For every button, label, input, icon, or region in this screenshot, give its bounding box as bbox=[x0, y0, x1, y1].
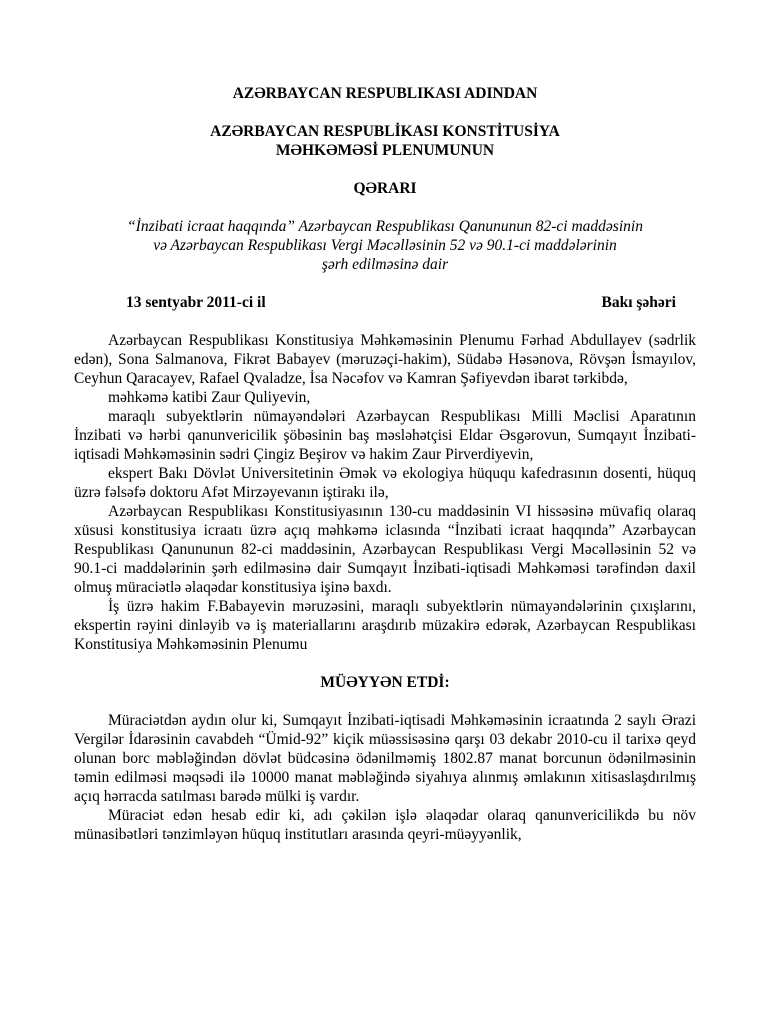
section-title-established: MÜƏYYƏN ETDİ: bbox=[320, 674, 450, 691]
title-decision: QƏRARI bbox=[353, 180, 417, 197]
subject-line-2: və Azərbaycan Respublikası Vergi Məcəlləsinin 52 və 90.1-ci maddələrinin bbox=[153, 237, 617, 254]
decision-date: 13 sentyabr 2011-ci il bbox=[126, 294, 266, 311]
dateline bbox=[74, 293, 696, 312]
title-on-behalf: AZƏRBAYCAN RESPUBLIKASI ADINDAN bbox=[232, 85, 538, 102]
body-paragraph-2: Müraciət edən hesab edir ki, adı çəkilən işlə əlaqədar olaraq qanunvericilikdə bu növ münasibətləri tənzimləyən hüquq institutları arasında qeyri-müəyyənlik, bbox=[74, 807, 696, 843]
paragraph-representatives: maraqlı subyektlərin nümayəndələri Azərbaycan Respublikası Milli Məclisi Aparatının İnzibati və hərbi qanunvericilik şöbəsinin baş məsləhətçisi Eldar Əsgərovun, Sumqayıt İnzibati-iqtisadi Məhkəməsinin sədri Çingiz Beşirov və hakim Zaur Pirverdiyevin, bbox=[74, 408, 696, 463]
paragraph-composition: Azərbaycan Respublikası Konstitusiya Məhkəməsinin Plenumu Fərhad Abdullayev (sədrlik edən), Sona Salmanova, Fikrət Babayev (məruzəçi-hakim), Südabə Həsənova, Rövşən İsmayılov, Ceyhun Qaracayev, Rafael Qvaladze, İsa Nəcəfov və Kamran Şəfiyevdən ibarət tərkibdə, bbox=[74, 332, 696, 387]
subject-line-3: şərh edilməsinə dair bbox=[321, 256, 449, 273]
paragraph-secretary: məhkəmə katibi Zaur Quliyevin, bbox=[108, 389, 311, 406]
paragraph-deliberation: İş üzrə hakim F.Babayevin məruzəsini, maraqlı subyektlərin nümayəndələrinin çıxışlarını, ekspertin rəyini dinləyib və iş materiallarını araşdırıb müzakirə edərək, Azərbaycan Respublikası Konstitusiya Məhkəməsinin Plenumu bbox=[74, 598, 696, 653]
decision-place: Bakı şəhəri bbox=[601, 294, 676, 311]
title-court-line-1: AZƏRBAYCAN RESPUBLİKASI KONSTİTUSİYA bbox=[210, 123, 560, 140]
paragraph-expert: ekspert Bakı Dövlət Universitetinin Əmək və ekologiya hüququ kafedrasının dosenti, hüquq üzrə fəlsəfə doktoru Afət Mirzəyevanın iştirakı ilə, bbox=[74, 465, 696, 501]
paragraph-hearing: Azərbaycan Respublikası Konstitusiyasının 130-cu maddəsinin VI hissəsinə müvafiq olaraq xüsusi konstitusiya icraatı üzrə açıq məhkəmə iclasında “İnzibati icraat haqqında” Azərbaycan Respublikası Qanununun 82-ci maddəsinin, Azərbaycan Respublikası Vergi Məcəlləsinin 52 və 90.1-ci maddələrinin şərh edilməsinə dair Sumqayıt İnzibati-iqtisadi Məhkəməsi tərəfindən daxil olmuş müraciətlə əlaqədar konstitusiya işinə baxdı. bbox=[74, 503, 696, 596]
title-court-plenum bbox=[74, 122, 696, 160]
body-paragraph-1: Müraciətdən aydın olur ki, Sumqayıt İnzibati-iqtisadi Məhkəməsinin icraatında 2 saylı Ərazi Vergilər İdarəsinin cavabdeh “Ümid-92” kiçik müəssisəsinə qarşı 03 dekabr 2010-cu il tarixə qeyd olunan borc məbləğindən dövlət büdcəsinə ödənilməmiş 1802.87 manat borcunun ödənilməsinin təmin edilməsi məqsədi ilə 10000 manat məbləğində siyahıya alınmış əmlakının xitisaslaşdırılmış açıq hərracda satılması barədə mülki iş vardır. bbox=[74, 712, 696, 805]
decision-subject bbox=[74, 217, 696, 274]
subject-line-1: “İnzibati icraat haqqında” Azərbaycan Respublikası Qanununun 82-ci maddəsinin bbox=[127, 218, 643, 235]
title-court-line-2: MƏHKƏMƏSİ PLENUMUNUN bbox=[275, 142, 495, 159]
document-page bbox=[74, 84, 696, 844]
